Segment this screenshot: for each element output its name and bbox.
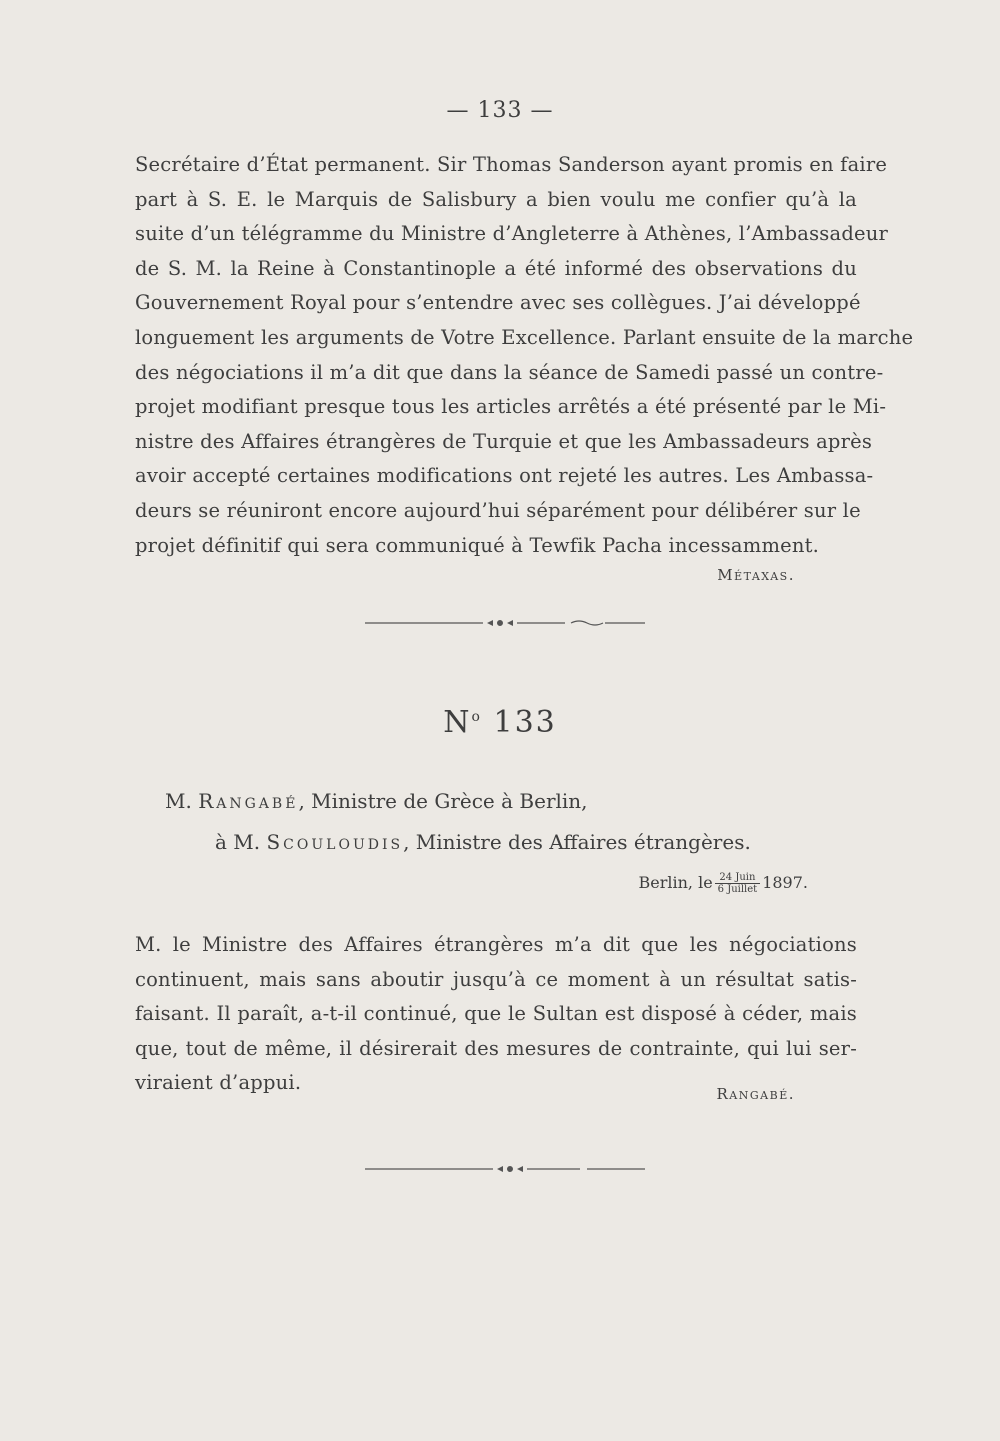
text-line: Secrétaire d’État permanent. Sir Thomas Sanderson ayant promis en faire	[135, 153, 888, 176]
signature-rangabe: Rangabé.	[716, 1085, 795, 1103]
sender-line	[165, 789, 588, 813]
section-divider	[365, 616, 645, 630]
sender-title: , Ministre de Grèce à Berlin,	[298, 789, 588, 813]
number-value: 133	[493, 705, 557, 740]
recipient-name: Scouloudis	[266, 830, 404, 854]
text-line: viraient d’appui.	[135, 1071, 302, 1095]
text-line: deurs se réuniront encore aujourd’hui séparément pour délibérer sur le	[135, 498, 861, 522]
letter-body-paragraph	[135, 928, 857, 1101]
recipient-line	[215, 830, 751, 854]
date-new-style: 6 Juillet	[717, 884, 758, 895]
text-line: Gouvernement Royal pour s’entendre avec ses collègues. J’ai développé	[135, 291, 861, 315]
text-line: nistre des Affaires étrangères de Turquie et que les Ambassadeurs après	[135, 429, 873, 453]
text-line: faisant. Il paraît, a-t-il continué, que le Sultan est disposé à céder, mais	[135, 1002, 857, 1026]
date-old-style: 24 Juin	[715, 872, 761, 884]
letter-date	[638, 872, 808, 895]
text-line: projet modifiant presque tous les articles arrêtés a été présenté par le Mi-	[135, 395, 887, 419]
document-number	[0, 705, 1000, 740]
sender-name: Rangabé	[198, 789, 299, 813]
number-suffix: o	[471, 709, 482, 725]
section-divider	[365, 1162, 645, 1176]
number-prefix: N	[443, 705, 472, 740]
signature-metaxas: Métaxas.	[717, 566, 795, 584]
text-line: continuent, mais sans aboutir jusqu’à ce moment à un résultat satis-	[135, 967, 857, 991]
text-line: M. le Ministre des Affaires étrangères m’a dit que les négociations	[135, 933, 857, 956]
text-line: suite d’un télégramme du Ministre d’Angleterre à Athènes, l’Ambassadeur	[135, 222, 889, 246]
letter-body-paragraph	[135, 148, 914, 563]
page-number: — 133 —	[446, 98, 554, 123]
text-line: des négociations il m’a dit que dans la séance de Samedi passé un contre-	[135, 360, 884, 384]
text-line: longuement les arguments de Votre Excellence. Parlant ensuite de la marche	[135, 325, 914, 349]
text-line: part à S. E. le Marquis de Salisbury a bien voulu me confier qu’à la	[135, 187, 857, 211]
date-place: Berlin, le	[638, 873, 713, 892]
date-year: 1897.	[762, 873, 808, 892]
text-line: avoir accepté certaines modifications ont rejeté les autres. Les Ambassa-	[135, 464, 874, 488]
text-line: que, tout de même, il désirerait des mesures de contrainte, qui lui ser-	[135, 1036, 857, 1060]
recipient-title: , Ministre des Affaires étrangères.	[403, 830, 751, 854]
text-line: projet définitif qui sera communiqué à Tewfik Pacha incessamment.	[135, 533, 820, 557]
sender-prefix: M.	[165, 789, 192, 813]
date-fraction	[715, 872, 761, 895]
text-line: de S. M. la Reine à Constantinople a été informé des observations du	[135, 256, 857, 280]
recipient-prefix: à M.	[215, 830, 261, 854]
